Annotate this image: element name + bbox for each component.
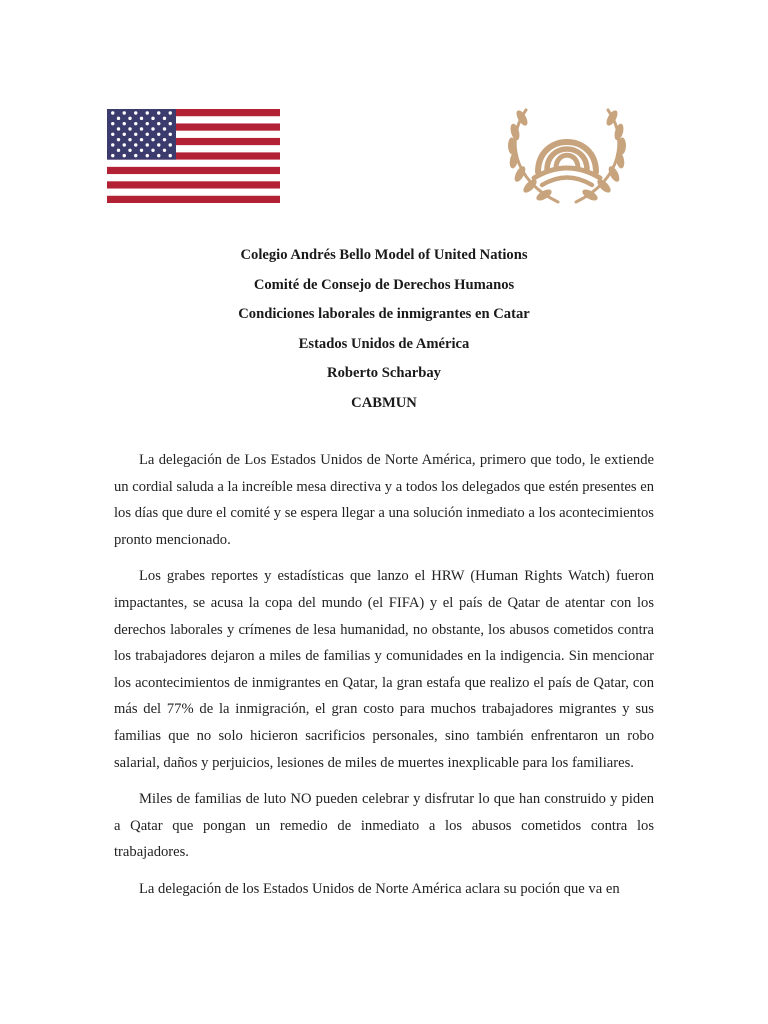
conference-name: CABMUN bbox=[351, 394, 417, 411]
paragraph-reports: Los grabes reportes y estadísticas que lanzo el HRW (Human Rights Watch) fueron impactantes, se acusa la copa del mundo (el FIFA) y el país de Qatar de atentar con los derechos laborales y crímenes de lesa humanidad, no obstante, los abusos cometidos contra los trabajadores dejaron a miles de familias y comunidades en la indigencia. Sin mencionar los acontecimientos de inmigrantes en Qatar, la gran estafa que realizo el país de Qatar, con más del 77% de la inmigración, el gran costo para muchos trabajadores migrantes y sus familias que no solo hicieron sacrificios personales, sino también enfrentaron un robo salarial, daños y perjuicios, lesiones de miles de muertes inexplicable para los familiares. bbox=[114, 568, 654, 771]
us-flag-icon bbox=[107, 109, 280, 203]
un-laurel-emblem-icon bbox=[498, 88, 636, 208]
document-heading bbox=[0, 241, 768, 419]
country-name: Estados Unidos de América bbox=[298, 335, 470, 352]
paragraph-position: La delegación de los Estados Unidos de Norte América aclara su poción que va en bbox=[139, 880, 620, 897]
topic-title: Condiciones laborales de inmigrantes en Catar bbox=[238, 306, 530, 323]
paragraph-families: Miles de familias de luto NO pueden celebrar y disfrutar lo que han construido y piden a Qatar que pongan un remedio de inmediato a los abusos cometidos contra los trabajadores. bbox=[114, 791, 654, 861]
committee-name: Comité de Consejo de Derechos Humanos bbox=[253, 276, 515, 293]
paragraph-greeting: La delegación de Los Estados Unidos de Norte América, primero que todo, le extiende un cordial saluda a la increíble mesa directiva y a todos los delegados que estén presentes en los días que dure el comité y se espera llegar a una solución inmediato a los acontecimientos pronto mencionado. bbox=[114, 452, 654, 548]
school-name: Colegio Andrés Bello Model of United Nations bbox=[240, 247, 528, 263]
delegate-name: Roberto Scharbay bbox=[327, 365, 441, 382]
document-body bbox=[114, 447, 654, 903]
